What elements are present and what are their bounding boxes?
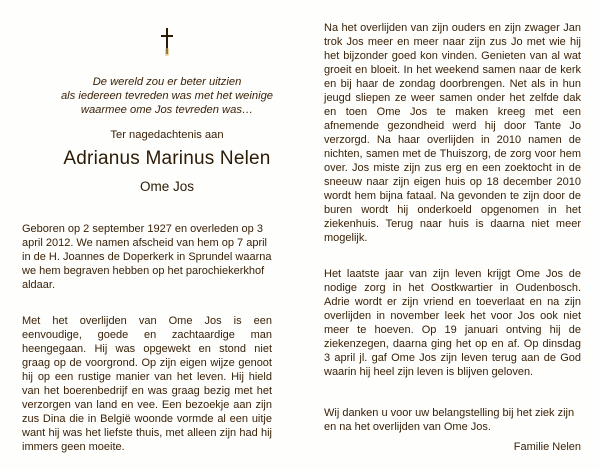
later-years-paragraph: Na het overlijden van zijn ouders en zijn zwager Jan trok Jos meer en meer naar zijn zus Jo met wie hij het bijzonder goed kon vinden. Genieten van al wat groeit en bloeit. In het weekend samen naar de kerk en bij haar de zondag doorbrengen. Net als in hun jeugd sliepen ze weer samen onder het zelfde dak en toen Ome Jos te maken kreeg met een afnemende gezondheid werd hij door Tante Jo verzorgd. Na haar overlijden in 2010 namen de nichten, samen met de Thuiszorg, de zorg voor hem over. Jos miste zijn zus erg en een zoektocht in de sneeuw naar zijn eigen huis op 18 december 2010 wordt hem bijna fataal. Na gevonden te zijn door de buren wordt hij onderkoeld opgenomen in het ziekenhuis. Terug naar huis is daarna niet meer mogelijk. [324, 22, 581, 244]
character-paragraph: Met het overlijden van Ome Jos is een eenvoudige, goede en zachtaardige man heengegaan. Hij was opgewekt en stond niet graag op de voorgrond. Op zijn eigen wijze genoot hij op een rustige manier van het leven. Hij hield van het boerenbedrijf en was graag bezig met het verzorgen van land en vee. Een bezoekje aan zijn zus Dina die in België woonde vormde al een uitje want hij was het liefste thuis, met alleen zijn had hij immers geen moeite. [22, 315, 272, 453]
deceased-full-name: Adrianus Marinus Nelen [63, 148, 271, 169]
memorial-quote [22, 75, 312, 117]
quote-line: waarmee ome Jos tevreden was… [80, 104, 254, 116]
deceased-nickname: Ome Jos [139, 179, 194, 194]
birth-death-paragraph: Geboren op 2 september 1927 en overleden op 3 april 2012. We namen afscheid van hem op 7 april in de H. Joannes de Doperkerk in Sprundel waarna we hem begraven hebben op het parochiekerkhof aldaar. [22, 223, 272, 291]
quote-line: De wereld zou er beter uitzien [92, 76, 242, 88]
last-year-paragraph: Het laatste jaar van zijn leven krijgt Ome Jos de nodige zorg in het Oostkwartier in Oudenbosch. Adrie wordt er zijn vriend en toeverlaat en na zijn overlijden in november leek het voor Jos ook niet meer te hoeven. Op 19 januari ontving hij de ziekenzegen, daarna ging het op en af. Op dinsdag 3 april jl. gaf Ome Jos zijn leven terug aan de God waarin hij heel zijn leven is blijven geloven. [324, 268, 581, 378]
quote-line: als iedereen tevreden was met het weinige [60, 90, 274, 102]
family-signature: Familie Nelen [513, 441, 581, 453]
remembrance-heading: Ter nagedachtenis aan [110, 129, 224, 141]
cross-icon [160, 28, 174, 56]
thanks-paragraph: Wij danken u voor uw belangstelling bij het ziek zijn en na het overlijden van Ome Jos. [324, 407, 575, 433]
